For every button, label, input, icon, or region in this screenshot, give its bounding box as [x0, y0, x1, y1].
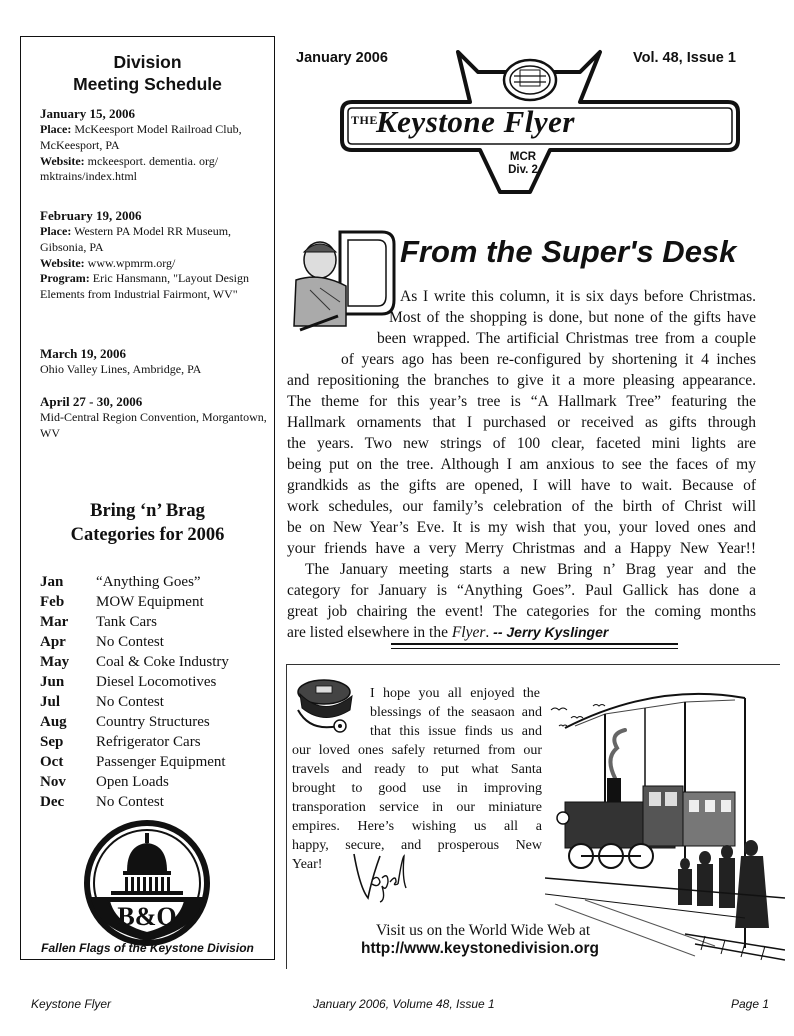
greeting-line: travels and ready to put what Santa: [292, 762, 542, 777]
article-line: the years. Two new strings of 100 clear, faceted mini lights are: [287, 435, 756, 452]
brag-title: Bring ‘n’ Brag Categories for 2006: [70, 501, 225, 545]
brag-row: Oct Passenger Equipment: [40, 754, 226, 770]
footer-issue: January 2006, Volume 48, Issue 1: [313, 997, 495, 1011]
greeting-line: happy, secure, and prosperous New: [292, 838, 542, 853]
brag-row: Aug Country Structures: [40, 714, 210, 730]
article-line: Most of the shopping is done, but none of the gifts have: [389, 309, 756, 326]
handwritten-signature: [350, 848, 410, 904]
article-line: your friends have a very Merry Christmas and a Happy New Year!!: [287, 540, 756, 557]
article-line: category for January is “Anything Goes”. Paul Gallick has done a: [287, 582, 756, 599]
web-invite-text: Visit us on the World Wide Web at: [376, 922, 591, 939]
article-line: be on New Year’s Eve. It is my wish that you, your loved ones and: [287, 519, 756, 536]
division-website-link[interactable]: http://www.keystonedivision.org: [361, 940, 599, 957]
footer-page-number: Page 1: [731, 997, 770, 1011]
brag-row: May Coal & Coke Industry: [40, 654, 229, 670]
article-line: of years ago has been re-configured by shortening it 4 inches: [341, 351, 756, 368]
greeting-line: Year!: [292, 857, 323, 872]
article-line: The January meeting starts a new Bring n’ Brag year and the: [305, 561, 756, 578]
brag-row: Mar Tank Cars: [40, 614, 158, 630]
issue-volume: Vol. 48, Issue 1: [633, 50, 736, 66]
event-april: April 27 - 30, 2006 Mid-Central Region Convention, Morgantown, WV: [40, 394, 267, 440]
event-february: February 19, 2006 Place: Western PA Model RR Museum, Gibsonia, PA Website: www.wpmrm.org/ Program: Eric Hansmann, "Layout Design Elements from Industrial Fairmont, WV": [40, 208, 249, 302]
super-desk-title: From the Super's Desk: [400, 234, 737, 269]
brag-category-list: [40, 572, 270, 812]
event-january: January 15, 2006 Place: McKeesport Model Railroad Club, McKeesport, PA Website: mckeesport. dementia. org/ mktrains/index.html: [40, 106, 242, 184]
article-line: being put on the tree. Although I am anxious to see the faces of my: [287, 456, 756, 473]
article-line: been wrapped. The artificial Christmas tree from a couple: [377, 330, 756, 347]
greeting-line: brought to good use in improving: [292, 781, 542, 796]
brag-row: Dec No Contest: [40, 794, 164, 810]
masthead-the: THE: [351, 113, 378, 127]
bo-capitol-dome-logo: [83, 801, 211, 951]
article-line: The theme for this year’s tree is “A Hallmark Tree” featuring the: [287, 393, 756, 410]
brag-row: Sep Refrigerator Cars: [40, 734, 201, 750]
section-divider: [391, 643, 678, 645]
brag-row: Jan “Anything Goes”: [40, 574, 201, 590]
schedule-title: Division Meeting Schedule: [73, 52, 222, 94]
greeting-line: our loved ones safely returned from our: [292, 743, 542, 758]
meeting-schedule-sidebar: [20, 36, 275, 960]
article-last-line: are listed elsewhere in the Flyer. -- Jerry Kyslinger: [287, 624, 609, 641]
fallen-flags-caption: Fallen Flags of the Keystone Division: [41, 941, 254, 955]
brag-row: Apr No Contest: [40, 634, 164, 650]
article-line: Hallmark ornaments that I purchased or received as gifts through: [287, 414, 756, 431]
brag-row: Feb MOW Equipment: [40, 594, 204, 610]
nmra-emblem-icon: [504, 60, 556, 100]
brag-row: Jun Diesel Locomotives: [40, 674, 217, 690]
article-signature: -- Jerry Kyslinger: [493, 624, 609, 640]
greeting-line: blessings of the seasaon and: [370, 705, 542, 720]
issue-date: January 2006: [296, 50, 388, 66]
footer-publication: Keystone Flyer: [31, 997, 112, 1011]
greeting-line: empires. Here’s wishing us all a: [292, 819, 542, 834]
event-january-website: mckeesport. dementia. org/ mktrains/index.html: [40, 153, 219, 184]
article-line: As I write this column, it is six days before Christmas.: [400, 288, 756, 305]
article-line: grandkids as the gifts are opened, I will have to wait. Because of: [287, 477, 756, 494]
engineer-in-cab-illustration: [290, 230, 400, 335]
section-divider-thin: [391, 648, 678, 649]
article-line: and repositioning the branches to give it a more pleasing appearance.: [287, 372, 756, 389]
greeting-line: I hope you all enjoyed the: [370, 686, 540, 701]
masthead-division: MCR Div. 2: [508, 151, 538, 176]
greeting-line: that this issue finds us and: [370, 724, 542, 739]
brag-row: Jul No Contest: [40, 694, 164, 710]
event-february-website: www.wpmrm.org/: [87, 255, 176, 270]
masthead-title: Keystone Flyer: [376, 104, 575, 139]
greeting-line: transporation service in our miniature: [292, 800, 542, 815]
brag-row: Nov Open Loads: [40, 774, 169, 790]
conductor-cap-illustration: [290, 670, 364, 740]
article-line: work schedules, our family’s celebration of the birth of Christ will: [287, 498, 756, 515]
event-march: March 19, 2006 Ohio Valley Lines, Ambridge, PA: [40, 346, 202, 376]
article-line: great job chairing the event! The categories for the coming months: [287, 603, 756, 620]
bo-logo-text: B&O: [117, 902, 177, 931]
